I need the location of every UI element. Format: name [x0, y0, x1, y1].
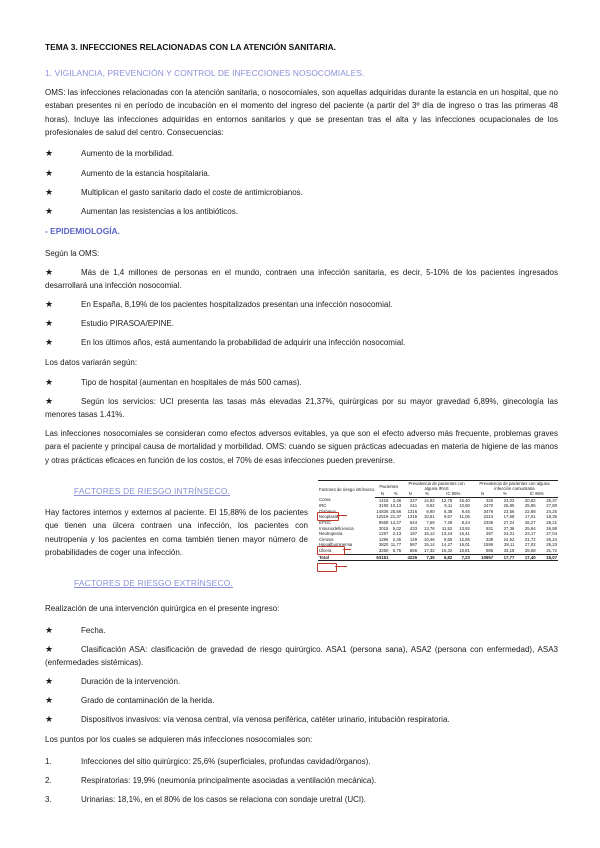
- list-item: ★ Aumento de la estancia hospitalaria.: [45, 167, 558, 180]
- star-bullet-icon: ★: [45, 396, 54, 406]
- table-cell: 22,88: [524, 508, 536, 514]
- table-cell: 16,01: [459, 542, 470, 548]
- table-row-label: Inmunodeficiencia: [319, 525, 354, 531]
- table-cell: 14,27: [441, 542, 453, 548]
- table-cell: 1595: [483, 542, 494, 548]
- extrinsic-intro: Realización de una intervención quirúrgica en el presente ingreso:: [45, 604, 280, 613]
- table-cell: 25,64: [524, 525, 536, 531]
- table-cell: 2,46: [392, 497, 402, 503]
- list-item: ★ Aumento de la morbilidad.: [45, 147, 558, 160]
- epidemiology-heading: - EPIDEMIOLOGÍA.: [45, 226, 120, 236]
- list-item: ★ Dispositivos invasivos: vía venosa central, vía venosa periférica, catéter urinario, intubación respiratoria.: [45, 713, 558, 726]
- star-bullet-icon: ★: [45, 676, 54, 686]
- table-cell: 1297: [378, 531, 389, 537]
- table-cell: [389, 554, 402, 561]
- list-item: ★ Duración de la intervención.: [45, 675, 558, 688]
- table-cell: 13,92: [459, 525, 470, 531]
- table-cell: 26,27: [524, 519, 536, 525]
- table-cell: 1316: [407, 514, 418, 520]
- table-cell: 3820: [378, 542, 389, 548]
- table-cell: 28,21: [546, 519, 557, 525]
- list-item: ★ Estudio PIRASOA/EPINE.: [45, 317, 558, 330]
- table-cell: 7,23: [453, 554, 471, 561]
- star-bullet-icon: ★: [45, 299, 54, 309]
- table-cell: 5,02: [392, 525, 402, 531]
- table-cell: 27,80: [546, 503, 557, 509]
- numbered-item: 3. Urinarias: 18,1%, en el 80% de los casos se relaciona con sondaje uretral (UCI).: [45, 795, 367, 804]
- extrinsic-heading: FACTORES DE RIESGO EXTRÍNSECO.: [74, 578, 233, 588]
- table-row-label: Total: [318, 554, 375, 561]
- table-cell: 27,24: [503, 519, 515, 525]
- numbered-item: 1. Infecciones del sitio quirúrgico: 25,6% (superficiales, profundas cavidad/órganos).: [45, 757, 371, 766]
- table-cell: 5,75: [392, 547, 402, 553]
- star-bullet-icon: ★: [45, 695, 54, 705]
- star-bullet-icon: ★: [45, 148, 54, 158]
- table-row-label: Cirrosis: [319, 536, 334, 542]
- table-cell: 28,58: [524, 547, 536, 553]
- table-subheader: IC 95%: [436, 491, 471, 497]
- table-cell: 26,85: [503, 503, 515, 509]
- table-cell: 31,72: [546, 547, 557, 553]
- varies-label: Los datos variarán según:: [45, 358, 138, 367]
- table-subheader: N: [471, 491, 494, 497]
- list-item: ★ Grado de contaminación de la herida.: [45, 694, 558, 707]
- table-cell: 7,69: [426, 519, 435, 525]
- table-cell: 21,37: [390, 514, 402, 520]
- table-cell: 14836: [376, 508, 389, 514]
- numbered-item: 2. Respiratorias: 19,9% (neumonía principalmente asociadas a ventilación mecánica).: [45, 776, 377, 785]
- table-cell: 2470: [483, 503, 494, 509]
- table-cell: 24,25: [546, 508, 557, 514]
- list-item: ★ Fecha.: [45, 624, 558, 637]
- table-subheader: %: [418, 491, 436, 497]
- table-cell: 2336: [483, 519, 494, 525]
- table-cell: 23,02: [503, 497, 515, 503]
- table-cell: 21,72: [524, 536, 536, 542]
- table-cell: 16,81: [459, 547, 470, 553]
- highlight-arrow: [343, 549, 351, 550]
- table-cell: 7,28: [443, 519, 453, 525]
- table-cell: 1416: [378, 497, 389, 503]
- table-cell: 11,05: [459, 514, 470, 520]
- list-item: ★ Según los servicios: UCI presenta las tasas más elevadas 21,37%, quirúrgicas por su mayor gravedad 6,89%, ginecología las menores tasas 1.41%.: [45, 396, 558, 420]
- table-cell: 3015: [378, 525, 389, 531]
- table-cell: 11,77: [390, 542, 402, 548]
- table-cell: 149: [409, 536, 418, 542]
- table-cell: 227: [409, 497, 418, 503]
- table-cell: 8,38: [443, 508, 453, 514]
- table-cell: 10,46: [423, 536, 435, 542]
- intrinsic-paragraph: Hay factores internos y externos al paciente. El 15,88% de los pacientes que tienen una úlcera contraen una infección, los pacientes con neutropenia y los pacientes en coma también tienen mayor número de probabilidades de coger una infección.: [45, 508, 308, 558]
- table-subheader: %: [494, 491, 515, 497]
- table-cell: 23,17: [524, 531, 536, 537]
- table-cell: 3476: [483, 508, 494, 514]
- table-cell: 325: [486, 497, 494, 503]
- table-cell: 2,45: [392, 536, 402, 542]
- table-cell: 27,02: [524, 542, 536, 548]
- star-bullet-icon: ★: [45, 187, 54, 197]
- star-bullet-icon: ★: [45, 206, 54, 216]
- table-cell: 9,45: [461, 508, 470, 514]
- table-cell: 17,01: [524, 514, 536, 520]
- table-cell: 16,41: [459, 531, 470, 537]
- table-cell: 15,14: [423, 542, 435, 548]
- table-cell: 1316: [407, 508, 418, 514]
- highlight-arrow: [335, 566, 347, 567]
- table-cell: 611: [410, 503, 418, 509]
- table-cell: 1296: [378, 536, 389, 542]
- table-cell: 25,37: [546, 497, 557, 503]
- table-cell: 4226: [402, 554, 418, 561]
- table-cell: 2213: [483, 514, 494, 520]
- table-row-label: Úlcera: [319, 547, 332, 553]
- intro-paragraph: OMS: las infecciones relacionadas con la atención sanitaria, o nosocomiales, son aquellas adquiridas durante la estancia en un hospital, que no estaban presentes ni en período de incubación en el momento del ingreso del paciente (a partir del 3º día de ingreso o tras las primeras 48 horas). Incluye las infecciones adquiridas en entornos sanitarios y que se presentan tras el alta y las infecciones ocupacionales de los profesionales de salud del centro. Consecuencias:: [45, 88, 558, 138]
- table-row-label: EPOC: [319, 519, 332, 525]
- points-label: Los puntos por los cuales se adquieren más infecciones nosocomiales son:: [45, 735, 313, 744]
- highlight-coma: [317, 512, 339, 521]
- table-cell: 985: [486, 547, 494, 553]
- table-row-label: Neutropenia: [319, 531, 343, 537]
- table-cell: 644: [409, 519, 418, 525]
- table-subheader: N: [402, 491, 418, 497]
- highlight-arrow: [337, 515, 347, 516]
- table-cell: 18,35: [546, 514, 557, 520]
- table-cell: 11,52: [441, 525, 453, 531]
- table-cell: 16,40: [459, 497, 470, 503]
- table-row-label: Diabetes: [319, 508, 336, 514]
- highlight-neutropenia: [317, 546, 345, 555]
- table-cell: 433: [409, 525, 418, 531]
- table-row-label: IRC: [319, 503, 327, 509]
- table-cell: 25,95: [524, 503, 536, 509]
- list-item: ★ En los últimos años, está aumentando la probabilidad de adquirir una infección nosocomial.: [45, 336, 558, 349]
- table-cell: 23,56: [503, 508, 515, 514]
- list-item: ★ Clasificación ASA: clasificación de gravedad de riesgo quirúrgico. ASA1 (persona sana), ASA2 (persona con enfermedad), ASA3 (enfermedades sistémicas).: [45, 644, 558, 668]
- list-item: ★ Aumentan las resistencias a los antibióticos.: [45, 205, 558, 218]
- table-header-prevalence: Prevalencia de pacientes con alguna IRAS: [402, 481, 471, 492]
- intrinsic-heading: FACTORES DE RIESGO INTRÍNSECO.: [74, 486, 231, 496]
- risk-factors-table: [318, 480, 558, 561]
- table-cell: 3190: [378, 503, 389, 509]
- table-cell: 9,92: [426, 503, 435, 509]
- table-cell: 20,82: [524, 497, 536, 503]
- table-row-label: Coma: [319, 497, 331, 503]
- table-cell: 27,04: [546, 531, 557, 537]
- star-bullet-icon: ★: [45, 644, 54, 654]
- table-cell: 338: [486, 536, 494, 542]
- table-row-label: Hipoalbuminemia: [319, 542, 353, 548]
- table-cell: 3260: [378, 547, 389, 553]
- list-item: ★ En España, 8,19% de los pacientes hospitalizados presentan una infección nosocomial.: [45, 298, 558, 311]
- table-cell: 24,01: [503, 531, 515, 537]
- table-cell: 15,12: [423, 531, 435, 537]
- table-header-community: Prevalencia de pacientes con alguna infección comunitaria: [471, 481, 558, 492]
- table-cell: 13,76: [423, 525, 435, 531]
- table-cell: 17,68: [503, 514, 515, 520]
- table-cell: 12519: [376, 514, 389, 520]
- table-cell: 9,67: [443, 514, 453, 520]
- table-cell: 8,90: [426, 508, 435, 514]
- table-cell: 17,40: [515, 554, 536, 561]
- oms-label: Según la OMS:: [45, 249, 100, 258]
- star-bullet-icon: ★: [45, 168, 54, 178]
- star-bullet-icon: ★: [45, 625, 54, 635]
- table-cell: 24,52: [503, 536, 515, 542]
- table-header-patients: Pacientes: [375, 481, 402, 492]
- table-cell: 33,18: [503, 547, 515, 553]
- table-cell: 2,13: [392, 531, 402, 537]
- table-cell: 10,51: [423, 514, 435, 520]
- table-cell: 587: [409, 542, 418, 548]
- table-cell: 28,11: [503, 542, 515, 548]
- table-cell: 556: [409, 547, 418, 553]
- table-subheader: %: [389, 491, 402, 497]
- table-cell: 10,13: [390, 503, 402, 509]
- table-cell: 12,78: [441, 497, 453, 503]
- table-cell: 9,11: [444, 503, 453, 509]
- highlight-ulcera: [317, 563, 337, 572]
- list-item: ★ Más de 1,4 millones de personas en el mundo, contraen una infección sanitaria, es decir, 5-10% de los pacientes ingresados desarrollará una infección nosocomial.: [45, 267, 558, 291]
- page-title: TEMA 3. INFECCIONES RELACIONADAS CON LA ATENCIÓN SANITARIA.: [45, 42, 336, 52]
- table-total-row: [318, 554, 558, 561]
- table-cell: 17,77: [494, 554, 515, 561]
- table-cell: 8,24: [461, 519, 470, 525]
- table-cell: 197: [409, 531, 418, 537]
- table-header-factor: Factores de riesgo intrínseco: [318, 481, 375, 498]
- table-cell: 25,56: [390, 508, 402, 514]
- star-bullet-icon: ★: [45, 267, 54, 277]
- table-cell: 37,36: [503, 525, 515, 531]
- table-subheader: IC 95%: [515, 491, 558, 497]
- table-cell: 63151: [376, 554, 389, 560]
- table-cell: 26,24: [546, 536, 557, 542]
- star-bullet-icon: ★: [45, 377, 54, 387]
- section-heading: 1. VIGILANCIA, PREVENCIÓN Y CONTROL DE INFECCIONES NOSOCOMIALES.: [45, 68, 365, 78]
- table-cell: 7,35: [418, 554, 436, 561]
- table-cell: 14,27: [390, 519, 402, 525]
- table-subheader: N: [375, 491, 389, 497]
- table-cell: 10657: [471, 554, 494, 561]
- table-cell: 6,82: [436, 554, 454, 561]
- star-bullet-icon: ★: [45, 337, 54, 347]
- table-cell: 10,80: [459, 503, 470, 509]
- table-cell: 8,55: [443, 536, 453, 542]
- table-cell: 13,24: [441, 531, 453, 537]
- table-cell: 18,07: [537, 554, 558, 561]
- table-row-label: Neoplasia: [319, 514, 339, 520]
- table-cell: 8568: [378, 519, 389, 525]
- table-cell: 12,85: [459, 536, 470, 542]
- adverse-paragraph: Las infecciones nosocomiales se consideran como efectos adversos evitables, ya que son el efecto adverso más frecuente, problemas graves para el paciente y principal causa de mortalidad y morbilidad. OMS: cuando se siguen prácticas adecuadas en materia de higiene de las manos y otras prácticas eficaces en función de los costos, el 70% de esas infecciones pueden prevenirse.: [45, 429, 558, 465]
- table-cell: 931: [486, 525, 494, 531]
- list-item: ★ Multiplican el gasto sanitario dado el coste de antimicrobianos.: [45, 186, 558, 199]
- table-cell: 26,88: [546, 525, 557, 531]
- table-cell: 29,23: [546, 542, 557, 548]
- star-bullet-icon: ★: [45, 714, 54, 724]
- table-cell: 15,32: [441, 547, 453, 553]
- table-cell: 14,92: [423, 497, 435, 503]
- table-cell: 17,32: [423, 547, 435, 553]
- table-cell: 287: [486, 531, 494, 537]
- list-item: ★ Tipo de hospital (aumentan en hospitales de más 500 camas).: [45, 376, 558, 389]
- star-bullet-icon: ★: [45, 318, 54, 328]
